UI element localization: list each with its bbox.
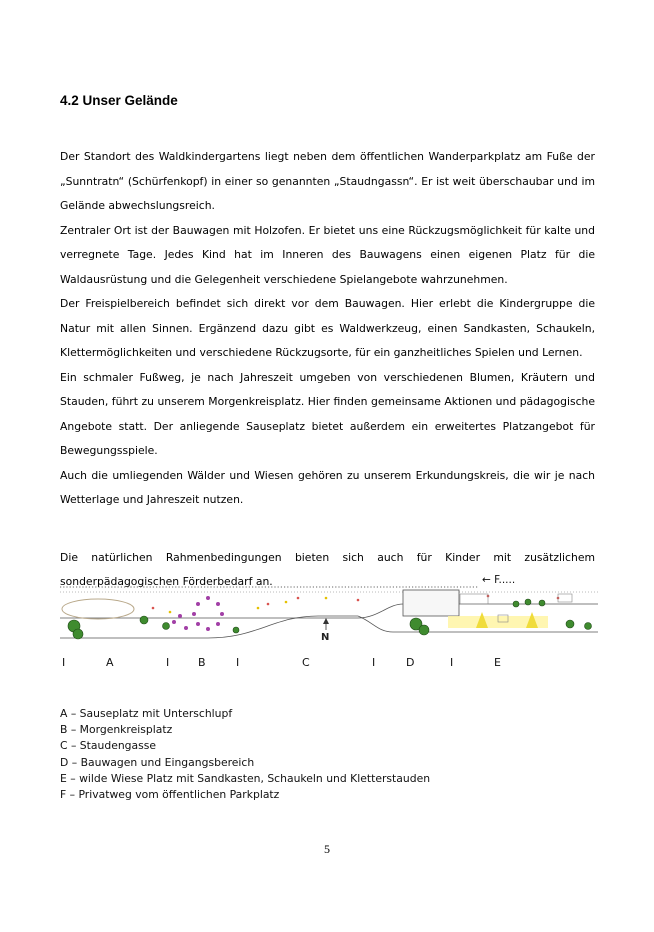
map-separator: I	[166, 656, 170, 669]
legend-item-b: B – Morgenkreisplatz	[60, 723, 173, 737]
map-legend	[60, 706, 430, 803]
map-zone-c: C	[302, 656, 310, 669]
map-zone-e: E	[494, 656, 501, 669]
legend-item-f: F – Privatweg vom öffentlichen Parkplatz	[60, 788, 280, 802]
map-separator: I	[62, 656, 66, 669]
legend-item-a: A – Sauseplatz mit Unterschlupf	[60, 707, 233, 720]
map-zone-a: A	[106, 656, 114, 669]
site-map-sketch	[58, 574, 598, 686]
page-number: 5	[324, 842, 330, 856]
paragraph-fussweg: Ein schmaler Fußweg, je nach Jahreszeit umgeben von verschiedenen Blumen, Kräutern und Stauden, führt zu unserem Morgenkreisplatz. Hier finden gemeinsame Aktionen und pädagogische Angebote statt. Der anliegende Sauseplatz bietet außerdem ein erweitertes Platzangebot für Bewegungsspiele.	[60, 370, 595, 457]
legend-item-d: D – Bauwagen und Eingangsbereich	[60, 755, 255, 769]
map-separator: I	[450, 656, 454, 669]
legend-item-e: E – wilde Wiese Platz mit Sandkasten, Schaukeln und Kletterstauden	[60, 771, 431, 785]
map-zone-b: B	[198, 656, 206, 669]
paragraph-erkundungskreis: Auch die umliegenden Wälder und Wiesen gehören zu unserem Erkundungskreis, die wir je nach Wetterlage und Jahreszeit nutzen.	[60, 468, 595, 506]
paragraph-freispielbereich: Der Freispielbereich befindet sich direkt vor dem Bauwagen. Hier erlebt die Kindergruppe die Natur mit allen Sinnen. Ergänzend dazu gibt es Waldwerkzeug, einen Sandkasten, Schaukeln, Klettermöglichkeiten und verschiedene Rückzugsorte, für ein ganzheitliches Spielen und Lernen.	[60, 297, 595, 359]
paragraph-rahmenbedingungen: Die natürlichen Rahmenbedingungen bieten sich auch für Kinder mit zusätzlichem sonderpädagogischen Förderbedarf an.	[60, 550, 595, 589]
legend-item-c: C – Staudengasse	[60, 739, 157, 753]
map-north-label: N	[321, 632, 330, 643]
map-arrow-label: ← F.....	[482, 574, 516, 586]
body-text	[60, 145, 595, 513]
map-separator: I	[372, 656, 376, 669]
paragraph-location: Der Standort des Waldkindergartens liegt neben dem öffentlichen Wanderparkplatz am Fuße der „Sunntratn“ (Schürfenkopf) in einer so genannten „Staudngassn“. Er ist weit überschaubar und im Gelände abwechslungsreich.	[60, 150, 595, 212]
paragraph-bauwagen: Zentraler Ort ist der Bauwagen mit Holzofen. Er bietet uns eine Rückzugsmöglichkeit für kalte und verregnete Tage. Jedes Kind hat im Inneren des Bauwagens einen eigenen Platz für die Waldausrüstung und die Gelegenheit verschiedene Spielangebote wahrzunehmen.	[60, 223, 595, 286]
map-separator: I	[236, 656, 240, 669]
section-title: 4.2 Unser Gelände	[60, 93, 178, 108]
map-zone-d: D	[406, 656, 415, 669]
